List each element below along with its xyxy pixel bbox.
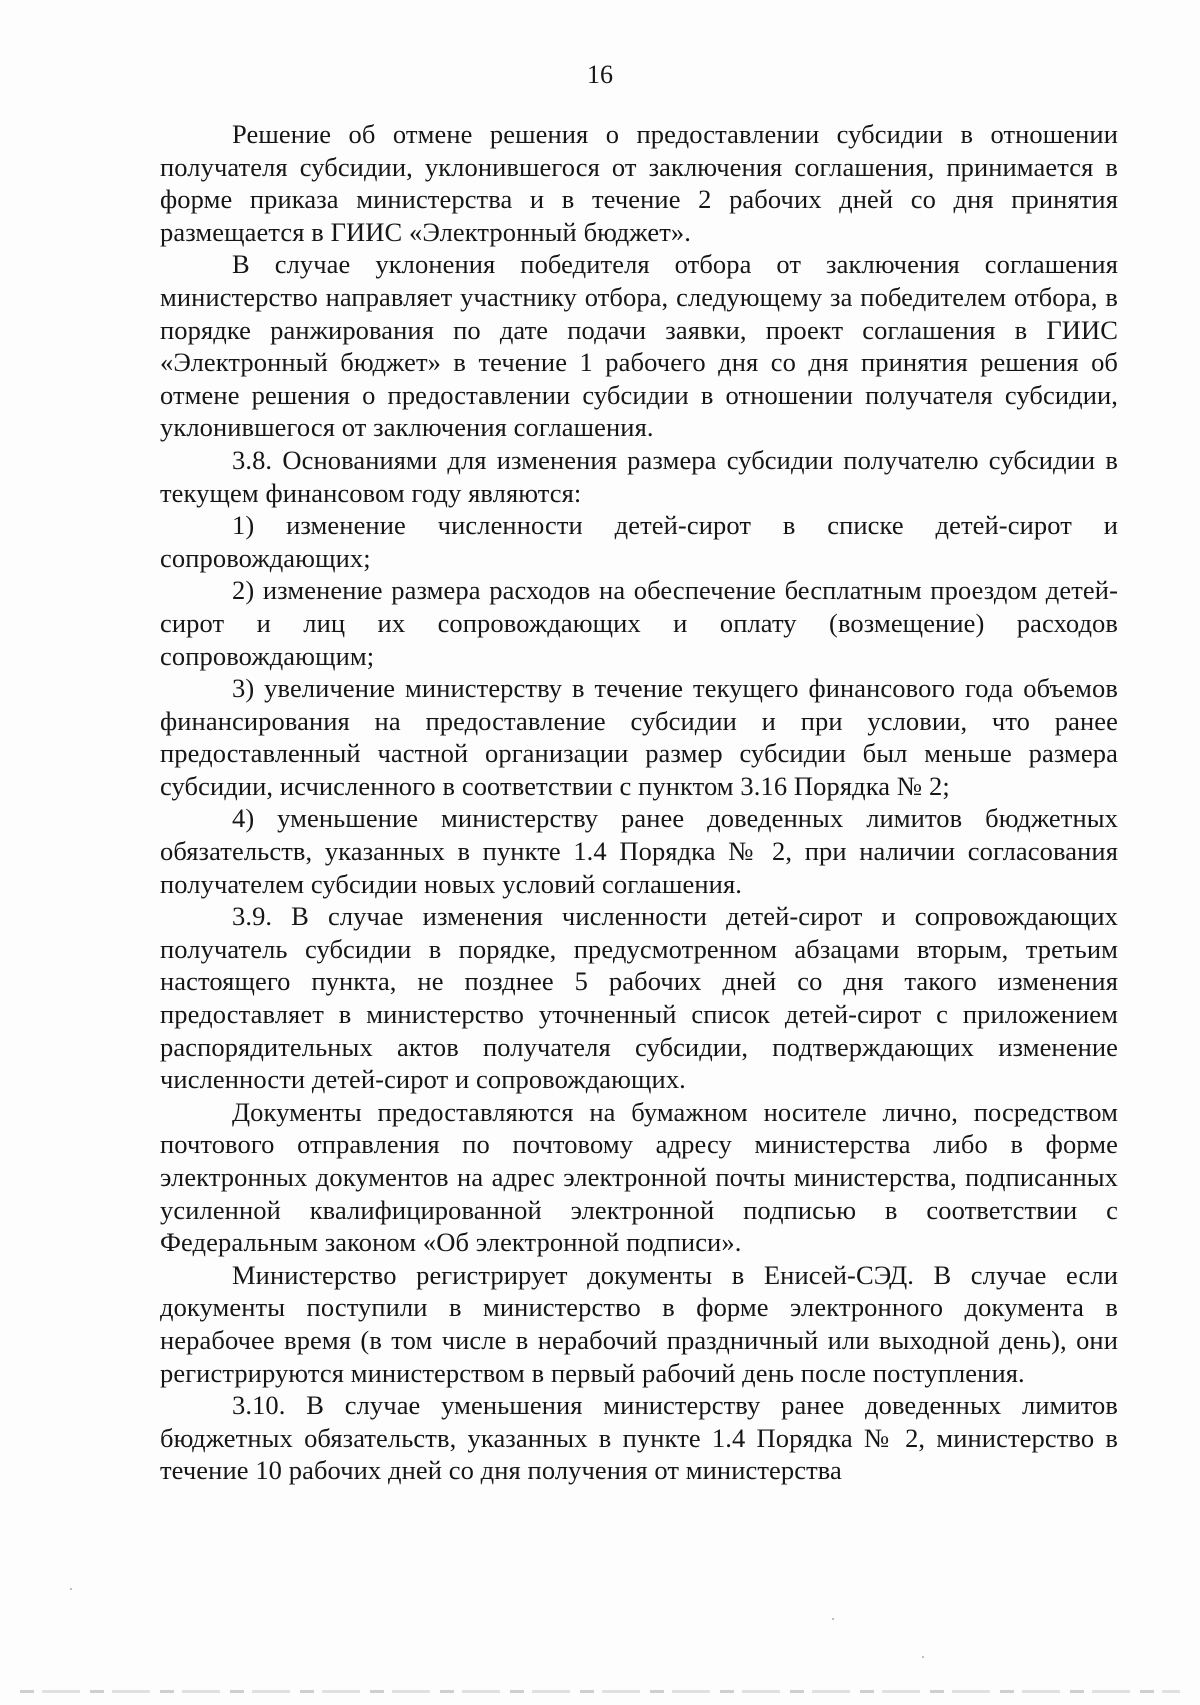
list-item-1: 1) изменение численности детей-сирот в списке детей-сирот и сопровождающих; [160,510,1118,573]
list-item-4: 4) уменьшение министерству ранее доведенных лимитов бюджетных обязательств, указанных в пункте 1.4 Порядка № 2, при наличии согласования получателем субсидии новых условий соглашения. [160,803,1118,899]
scan-speck [70,1588,72,1590]
list-item-3: 3) увеличение министерству в течение текущего финансового года объемов финансирования на предоставление субсидии и при условии, что ранее предоставленный частной организации размер субсидии был меньше размера субсидии, исчисленного в соответствии с пунктом 3.16 Порядка № 2; [160,673,1118,801]
document-body [160,118,1118,1487]
paragraph-documents-submission: Документы предоставляются на бумажном носителе лично, посредством почтового отправления по почтовому адресу министерства либо в форме электронных документов на адрес электронной почты министерства, подписанных усиленной квалифицированной электронной подписью в соответствии с Федеральным законом «Об электронной подписи». [160,1096,1118,1258]
paragraph-3-10: 3.10. В случае уменьшения министерству ранее доведенных лимитов бюджетных обязательств, указанных в пункте 1.4 Порядка № 2, министерство в течение 10 рабочих дней со дня получения от министерства [160,1390,1118,1486]
scan-edge-artifacts [20,1690,1180,1693]
list-item-2: 2) изменение размера расходов на обеспечение бесплатным проездом детей-сирот и лиц их сопровождающих и оплату (возмещение) расходов сопровождающим; [160,575,1118,671]
paragraph-winner-evasion: В случае уклонения победителя отбора от заключения соглашения министерство направляет участнику отбора, следующему за победителем отбора, в порядке ранжирования по дате подачи заявки, проект соглашения в ГИИС «Электронный бюджет» в течение 1 рабочего дня со дня принятия решения об отмене решения о предоставлении субсидии в отношении получателя субсидии, уклонившегося от заключения соглашения. [160,249,1118,443]
scan-speck [922,1656,924,1658]
scan-speck [832,1618,834,1620]
paragraph-3-8-grounds: 3.8. Основаниями для изменения размера субсидии получателю субсидии в текущем финансовом году являются: [160,444,1118,508]
page-number: 16 [587,60,613,89]
paragraph-3-9: 3.9. В случае изменения численности детей-сирот и сопровождающих получатель субсидии в порядке, предусмотренном абзацами вторым, третьим настоящего пункта, не позднее 5 рабочих дней со дня такого изменения предоставляет в министерство уточненный список детей-сирот с приложением распорядительных актов получателя субсидии, подтверждающих изменение численности детей-сирот и сопровождающих. [160,901,1118,1095]
paragraph-registration: Министерство регистрирует документы в Енисей-СЭД. В случае если документы поступили в министерство в форме электронного документа в нерабочее время (в том числе в нерабочий праздничный или выходной день), они регистрируются министерством в первый рабочий день после поступления. [160,1259,1118,1388]
paragraph-cancel-decision: Решение об отмене решения о предоставлении субсидии в отношении получателя субсидии, уклонившегося от заключения соглашения, принимается в форме приказа министерства и в течение 2 рабочих дней со дня принятия размещается в ГИИС «Электронный бюджет». [160,119,1118,247]
